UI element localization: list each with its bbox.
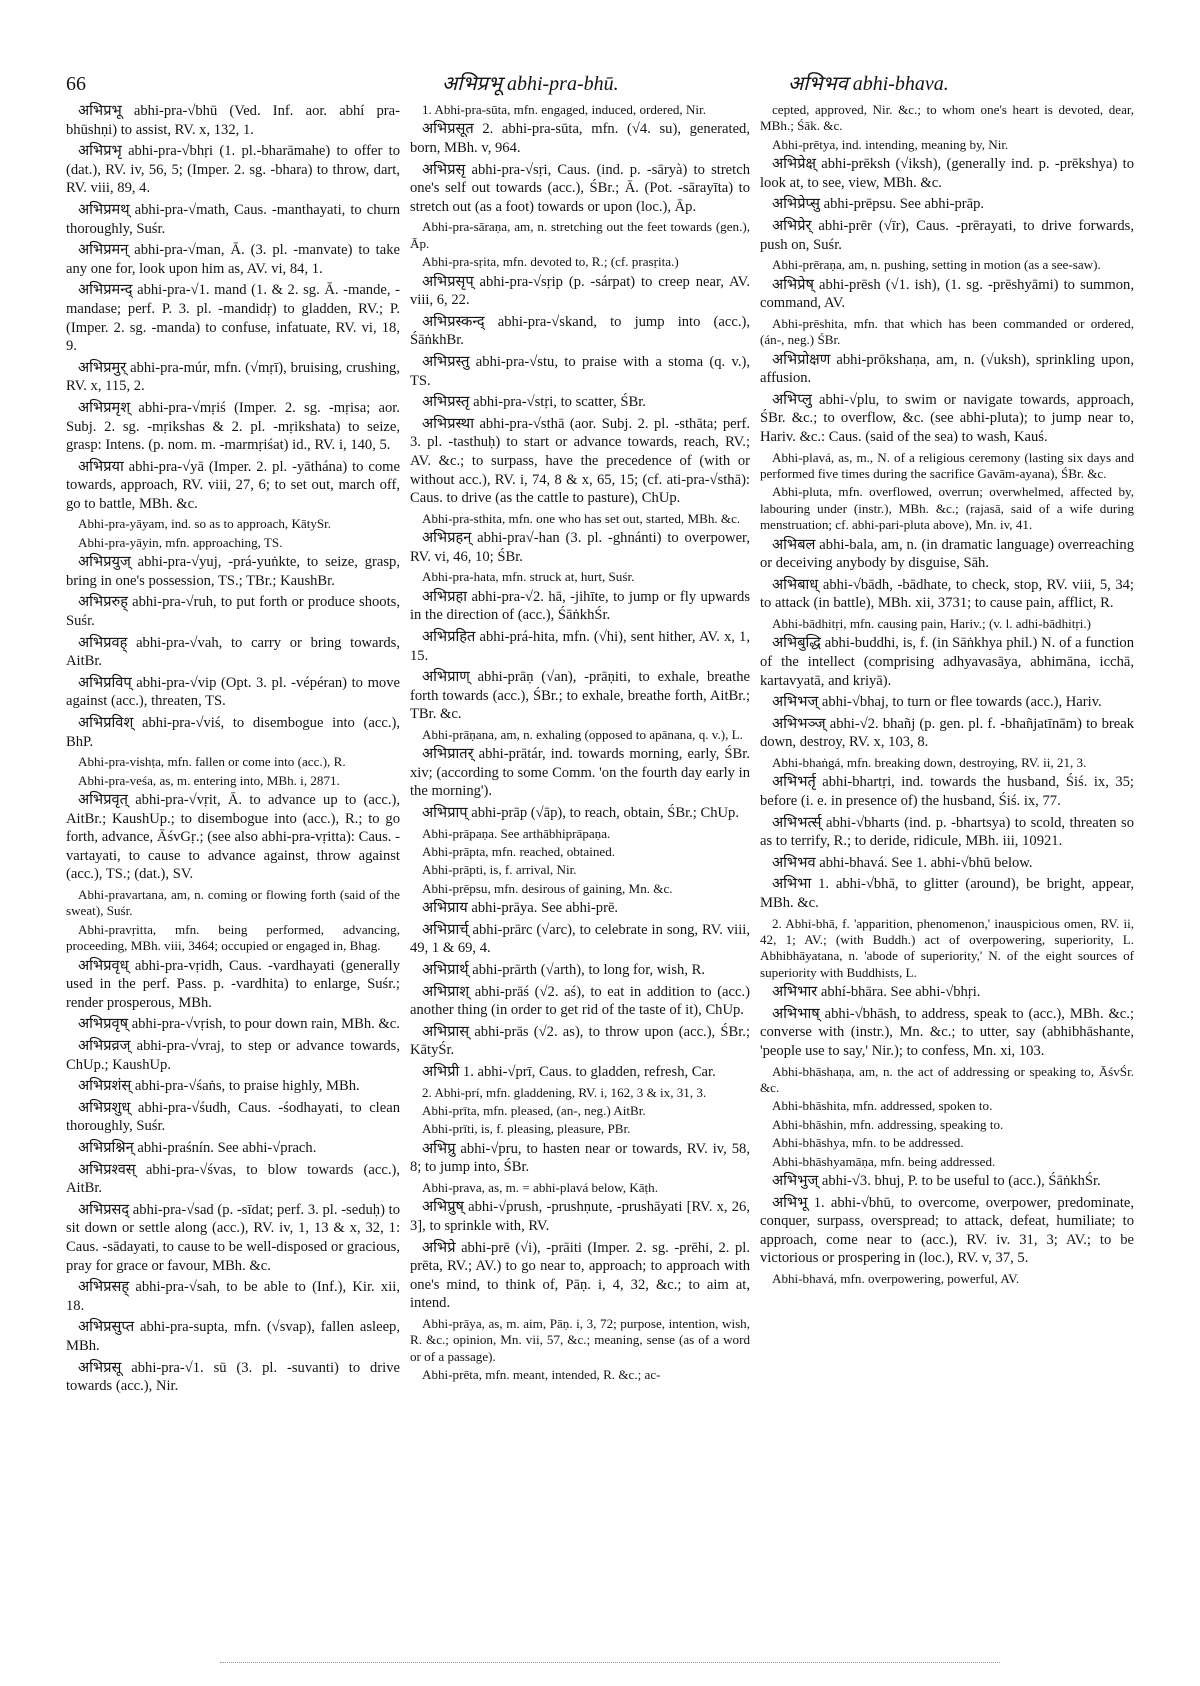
dictionary-entry: अभिप्रवृष् abhi-pra-√vṛish, to pour down rain, MBh. &c. — [78, 1016, 400, 1033]
dictionary-entry: अभिभर्त्स् abhi-√bharts (ind. p. -bhartsya) to scold, threaten so as to terrify, R.; to deride, ridicule, MBh. iii, 10921. — [760, 814, 1134, 850]
dictionary-entry: Abhi-bhavá, mfn. overpowering, powerful, AV. — [772, 1270, 1020, 1286]
dictionary-entry: Abhi-pra-yāyam, ind. so as to approach, KātySr. — [78, 516, 332, 532]
dictionary-entry: अभिप्रहित abhi-prá-hita, mfn. (√hi), sent hither, AV. x, 1, 15. — [410, 628, 750, 664]
dictionary-entry: Abhi-prāpta, mfn. reached, obtained. — [422, 844, 616, 860]
dictionary-entry: Abhi-pra-sāraṇa, am, n. stretching out the feet towards (gen.), Āp. — [410, 219, 750, 251]
dictionary-entry: अभिप्ररुह् abhi-pra-√ruh, to put forth or produce shoots, Suśr. — [66, 594, 400, 630]
dictionary-entry: अभिप्रेक्ष् abhi-prēksh (√iksh), (generally ind. p. -prēkshya) to look at, to see, view, MBh. &c. — [760, 156, 1134, 191]
dictionary-entry: अभिप्रोक्षण abhi-prōkshaṇa, am, n. (√uksh), sprinkling upon, affusion. — [760, 351, 1134, 387]
dictionary-entry: Abhi-pra-vishṭa, mfn. fallen or come into (acc.), R. — [78, 754, 346, 770]
dictionary-entry: अभिप्रमृश् abhi-pra-√mṛiś (Imper. 2. sg. -mṛisa; aor. Subj. 2. sg. -mṛikshas & 2. pl. -mṛikshata) to seize, grasp: Intens. (p. nom. m. -marmṛiśat) id., RV. i, 140, 5. — [66, 399, 400, 454]
dictionary-entry: अभिप्रेष् abhi-prēsh (√1. ish), (1. sg. -prēshyāmi) to summon, command, AV. — [760, 276, 1134, 312]
dictionary-entry: अभिप्रश्निन् abhi-praśnín. See abhi-√prach. — [78, 1139, 317, 1156]
dictionary-entry: अभिप्रहन् abhi-pra√-han (3. pl. -ghnánti) to overpower, RV. vi, 46, 10; ŚBr. — [410, 530, 750, 565]
dictionary-entry: Abhi-prava, as, m. = abhi-plavá below, Kāṭh. — [422, 1180, 658, 1196]
dictionary-entry: अभिप्रसूत 2. abhi-pra-sūta, mfn. (√4. su), generated, born, MBh. v, 964. — [410, 121, 750, 156]
dictionary-entry: अभिप्राप् abhi-prāp (√āp), to reach, obtain, ŚBr.; ChUp. — [422, 805, 740, 822]
dictionary-entry: अभिप्लु abhi-√plu, to swim or navigate towards, approach, ŚBr. &c.; to overflow, &c. (see abhi-pluta); to jump near to, Hariv. &c.: Caus. (said of the sea) to wash, Kauś. — [760, 391, 1134, 445]
dictionary-entry: अभिप्राण् abhi-prāṇ (√an), -prāṇiti, to exhale, breathe forth towards (acc.), ŚBr.; to exhale, breathe forth, AitBr.; TBr. &c. — [410, 669, 750, 723]
dictionary-entry: अभिप्रमन् abhi-pra-√man, Ā. (3. pl. -manvate) to take any one for, look upon him as, AV. vi, 84, 1. — [66, 242, 400, 277]
dictionary-entry: अभिप्रसृप् abhi-pra-√sṛip (p. -sárpat) to creep near, AV. viii, 6, 22. — [410, 273, 750, 309]
dictionary-entry: Abhi-prāpaṇa. See arthābhiprāpaṇa. — [422, 825, 611, 841]
dictionary-entry: Abhi-prēshita, mfn. that which has been commanded or ordered, (án-, neg.) ŚBr. — [760, 315, 1134, 348]
dictionary-entry: Abhi-prāya, as, m. aim, Pāṇ. i, 3, 72; purpose, intention, wish, R. &c.; opinion, Mn. vii, 57, &c.; meaning, sense (as of a word or of a passage). — [410, 1316, 750, 1364]
dictionary-entry: Abhi-pra-veśa, as, m. entering into, MBh. i, 2871. — [78, 772, 340, 788]
dictionary-entry: अभिभार abhí-bhāra. See abhi-√bhṛi. — [772, 984, 981, 1001]
dictionary-entry: अभिप्रवह् abhi-pra-√vah, to carry or bring towards, AitBr. — [66, 634, 400, 670]
dictionary-entry: अभिप्री 1. abhi-√prī, Caus. to gladden, refresh, Car. — [422, 1064, 716, 1081]
dictionary-entry: अभिप्रसद् abhi-pra-√sad (p. -sīdat; perf. 3. pl. -seduḥ) to sit down or settle along (acc.), RV. iv, 1, 13 & x, 32, 1: Caus. -sādayati, to cause to be well-disposed or gracious, pray for grace or favour, MBh. &c. — [66, 1201, 400, 1274]
page-number: 66 — [66, 73, 86, 95]
dictionary-entry: अभिबल abhi-bala, am, n. (in dramatic language) overreaching or deceiving anybody by disguise, Sāh. — [760, 536, 1134, 572]
dictionary-entry: अभिभज् abhi-√bhaj, to turn or flee towards (acc.), Hariv. — [772, 694, 1102, 711]
dictionary-entry: अभिप्रविप् abhi-pra-√vip (Opt. 3. pl. -vépéran) to move against (acc.), threaten, TS. — [66, 674, 400, 710]
dictionary-entry: Abhi-bhāshin, mfn. addressing, speaking to. — [772, 1116, 1004, 1132]
dictionary-entry: अभिप्रविश् abhi-pra-√viś, to disembogue into (acc.), BhP. — [66, 715, 400, 750]
dictionary-entry: 2. Abhi-prí, mfn. gladdening, RV. i, 162, 3 & ix, 31, 3. — [422, 1084, 707, 1100]
dictionary-entry: अभिप्रमुर् abhi-pra-múr, mfn. (√mṛī), bruising, crushing, RV. x, 115, 2. — [66, 359, 400, 395]
dictionary-entry: Abhi-pra-sṛita, mfn. devoted to, R.; (cf. prasṛita.) — [422, 254, 679, 270]
dictionary-entry: Abhi-bādhitṛi, mfn. causing pain, Hariv.; (v. l. adhi-bādhitṛi.) — [772, 615, 1092, 631]
dictionary-entry: अभिबाध् abhi-√bādh, -bādhate, to check, stop, RV. viii, 5, 34; to attack (in battle), MBh. xii, 3731; to cause pain, afflict, R. — [760, 576, 1134, 612]
dictionary-entry: अभिप्राश् abhi-prāś (√2. aś), to eat in addition to (acc.) another thing (in order to get rid of the taste of it), ChUp. — [410, 983, 750, 1019]
dictionary-entry: अभिप्रभृ abhi-pra-√bhṛi (1. pl.-bharāmahe) to offer to (dat.), RV. iv, 56, 5; (Imper. 2. sg. -bhara) to throw, dart, RV. viii, 89, 4. — [66, 143, 400, 197]
dictionary-entry: 1. Abhi-pra-sūta, mfn. engaged, induced, ordered, Nir. — [422, 102, 706, 117]
dictionary-entry: अभिप्रश्वस् abhi-pra-√śvas, to blow towards (acc.), AitBr. — [66, 1161, 400, 1197]
dictionary-entry: 2. Abhi-bhā, f. 'apparition, phenomenon,' inauspicious omen, RV. ii, 42, 1; AV.; (with Buddh.) act of overpowering, superiority, L. Abhibhāyatana, n. 'abode of superiority,' N. of the eight sources of superiority with Buddhists, L. — [760, 915, 1134, 980]
dictionary-entry: Abhi-prāṇana, am, n. exhaling (opposed to apānana, q. v.), L. — [422, 726, 743, 742]
dictionary-entry: अभिभुज् abhi-√3. bhuj, P. to be useful to (acc.), ŚāṅkhŚr. — [772, 1172, 1101, 1189]
dictionary-entry: अभिप्रु abhi-√pru, to hasten near or towards, RV. iv, 58, 8; to jump into, ŚBr. — [410, 1140, 750, 1176]
dictionary-entry: अभिप्रस्तु abhi-pra-√stu, to praise with a stoma (q. v.), TS. — [410, 353, 750, 389]
dictionary-entry: Abhi-prīta, mfn. pleased, (an-, neg.) AitBr. — [422, 1103, 646, 1119]
dictionary-entry: अभिप्रस्कन्द् abhi-pra-√skand, to jump into (acc.), ŚāṅkhBr. — [410, 313, 750, 349]
dictionary-entry: Abhi-prēraṇa, am, n. pushing, setting in motion (as a see-saw). — [772, 257, 1101, 273]
dictionary-entry: अभिप्रातर् abhi-prātár, ind. towards morning, early, ŚBr. xiv; (according to some Comm. 'on the fourth day early in the morning'). — [410, 746, 750, 800]
dictionary-entry: Abhi-bhāshyamāṇa, mfn. being addressed. — [772, 1153, 996, 1169]
dictionary-entry: अभिप्रस्तृ abhi-pra-√stṛi, to scatter, ŚBr. — [422, 394, 646, 411]
dictionary-entry: अभिभा 1. abhi-√bhā, to glitter (around), be bright, appear, MBh. &c. — [760, 876, 1134, 911]
dictionary-entry: अभिप्रमन्द् abhi-pra-√1. mand (1. & 2. sg. Ā. -mande, -mandase; perf. P. 3. pl. -mandidṛ) to gladden, RV.; P. (Imper. 2. sg. -manda) to confuse, infatuate, RV. vi, 18, 9. — [66, 282, 400, 355]
dictionary-entry: अभिप्रार्च् abhi-prārc (√arc), to celebrate in song, RV. viii, 49, 1 & 69, 4. — [410, 921, 750, 957]
dictionary-entry: अभिभू 1. abhi-√bhū, to overcome, overpower, predominate, conquer, surpass, overspread; to attack, defeat, humiliate; to approach, come near to (acc.), RV. iv. 31, 3; AV.; to be victorious or prospering in (loc.), RV. v, 37, 5. — [760, 1194, 1134, 1267]
column-right — [760, 102, 1134, 1662]
dictionary-entry: Abhi-bhāshita, mfn. addressed, spoken to. — [772, 1098, 993, 1114]
dictionary-entry: अभिभाष् abhi-√bhāsh, to address, speak to (acc.), MBh. &c.; converse with (instr.), Mn. &c.; to utter, say (abhibhāshante, 'people use to say,' Nir.); to confess, Mn. xi, 103. — [760, 1005, 1134, 1059]
dictionary-entry: अभिप्रेर् abhi-prēr (√īr), Caus. -prērayati, to drive forwards, push on, Suśr. — [760, 218, 1134, 253]
column-middle — [410, 102, 750, 1662]
dictionary-entry: अभिप्रया abhi-pra-√yā (Imper. 2. pl. -yāthána) to come towards, approach, RV. viii, 27, 6; to set out, march off, go to battle, MBh. &c. — [66, 458, 400, 512]
dictionary-entry: cepted, approved, Nir. &c.; to whom one's heart is devoted, dear, MBh.; Śāk. &c. — [760, 102, 1134, 134]
dictionary-entry: Abhi-pravartana, am, n. coming or flowing forth (said of the sweat), Suśr. — [66, 887, 400, 919]
dictionary-entry: अभिभञ्ज् abhi-√2. bhañj (p. gen. pl. f. -bhañjatīnām) to break down, destroy, RV. x, 103, 8. — [760, 715, 1134, 751]
dictionary-entry: Abhi-pra-yāyin, mfn. approaching, TS. — [78, 534, 283, 550]
dictionary-entry: Abhi-bhaṅgá, mfn. breaking down, destroying, RV. ii, 21, 3. — [772, 754, 1087, 770]
dictionary-entry: अभिप्रयुज् abhi-pra-√yuj, -prá-yuṅkte, to seize, grasp, bring in one's possession, TS.; TBr.; KaushBr. — [66, 554, 400, 589]
dictionary-entry: Abhi-prāpti, is, f. arrival, Nir. — [422, 862, 577, 878]
dictionary-entry: अभिभव abhi-bhavá. See 1. abhi-√bhū below. — [772, 854, 1033, 871]
dictionary-entry: Abhi-plavá, as, m., N. of a religious ceremony (lasting six days and performed five times during the sacrifice Gavām-ayana), ŚBr. &c. — [760, 449, 1134, 481]
dictionary-entry: Abhi-bhāshya, mfn. to be addressed. — [772, 1135, 964, 1151]
dictionary-entry: अभिप्रेप्सु abhi-prēpsu. See abhi-prāp. — [772, 196, 985, 213]
dictionary-entry: Abhi-bhāshaṇa, am, n. the act of addressing or speaking to, ĀśvŚr. &c. — [760, 1063, 1134, 1095]
dictionary-entry: अभिप्रुष् abhi-√prush, -prushṇute, -prushāyati [RV. x, 26, 3], to sprinkle with, RV. — [410, 1199, 750, 1235]
dictionary-entry: Abhi-pravṛitta, mfn. being performed, advancing, proceeding, MBh. viii, 3464; occupied or engaged in, Bhag. — [66, 921, 400, 954]
dictionary-entry: अभिप्रसह् abhi-pra-√sah, to be able to (Inf.), Kir. xii, 18. — [66, 1279, 400, 1314]
dictionary-entry: अभिप्रे abhi-prē (√i), -prāiti (Imper. 2. sg. -prēhi, 2. pl. prēta, RV.; AV.) to go near to, approach; to approach with one's mind, to think of, Pāṇ. i, 4, 32, &c.; to aim at, intend. — [410, 1239, 750, 1312]
dictionary-entry: अभिप्रव्रज् abhi-pra-√vraj, to step or advance towards, ChUp.; KaushUp. — [66, 1038, 400, 1073]
dictionary-entry: Abhi-pra-hata, mfn. struck at, hurt, Suśr. — [422, 569, 635, 585]
dictionary-entry: अभिप्रशुध् abhi-pra-√śudh, Caus. -śodhayati, to clean thoroughly, Suśr. — [66, 1099, 400, 1135]
column-left — [66, 102, 400, 1662]
dictionary-entry: अभिप्रमथ् abhi-pra-√math, Caus. -manthayati, to churn thoroughly, Suśr. — [66, 201, 400, 237]
dictionary-entry: अभिबुद्धि abhi-buddhi, is, f. (in Sāṅkhya phil.) N. of a function of the intellect (comprising adhyavasāya, abhimāna, icchā, kartavyatā, and kriyā). — [760, 635, 1134, 689]
dictionary-entry: Abhi-prīti, is, f. pleasing, pleasure, PBr. — [422, 1121, 631, 1137]
dictionary-entry: अभिप्रशंस् abhi-pra-√śaṅs, to praise highly, MBh. — [78, 1078, 360, 1095]
dictionary-entry: Abhi-prēpsu, mfn. desirous of gaining, Mn. &c. — [422, 880, 673, 896]
dictionary-entry: अभिप्रसू abhi-pra-√1. sū (3. pl. -suvanti) to drive towards (acc.), Nir. — [66, 1359, 400, 1395]
dictionary-entry: Abhi-prēta, mfn. meant, intended, R. &c.; ac- — [422, 1367, 661, 1383]
dictionary-entry: अभिप्रसुप्त abhi-pra-supta, mfn. (√svap), fallen asleep, MBh. — [66, 1319, 400, 1354]
dictionary-entry: अभिभर्तृ abhi-bhartṛi, ind. towards the husband, Śiś. ix, 35; before (i. e. in presence of) the husband, Śiś. ix, 77. — [760, 774, 1134, 809]
running-head — [66, 72, 1134, 96]
dictionary-entry: अभिप्राय abhi-prāya. See abhi-prē. — [422, 900, 619, 917]
left-running-headword: अभिप्रभू abhi-pra-bhū. — [442, 73, 619, 95]
dictionary-entry: Abhi-pra-sthita, mfn. one who has set out, started, MBh. &c. — [422, 510, 741, 526]
dictionary-entry: अभिप्रहा abhi-pra-√2. hā, -jihīte, to jump or fly upwards in the direction of (acc.), ŚāṅkhŚr. — [410, 588, 750, 624]
dictionary-entry: अभिप्रवृत् abhi-pra-√vṛit, Ā. to advance up to (acc.), AitBr.; KaushUp.; to disembogue into (acc.), R.; to go forth, advance, ĀśvGṛ.; (see also abhi-pra-vṛitta): Caus. -vartayati, to cause to advance against, throw against (acc.), TS.; (dat.), SV. — [66, 792, 400, 883]
dictionary-entry: अभिप्रसृ abhi-pra-√sṛi, Caus. (ind. p. -sāryà) to stretch one's self out towards (acc.), ŚBr.; Ā. (Pot. -sārayīta) to stretch out (as a foot) towards or upon (loc.), Āp. — [410, 161, 750, 215]
dictionary-entry: Abhi-prētya, ind. intending, meaning by, Nir. — [772, 136, 1009, 152]
bottom-dotted-rule — [220, 1662, 1000, 1663]
dictionary-entry: अभिप्रस्था abhi-pra-√sthā (aor. Subj. 2. pl. -sthāta; perf. 3. pl. -tasthuḥ) to start or advance towards, reach, RV.; AV. &c.; to surpass, have the precedence of (with or without acc.), RV. i, 74, 8 & x, 65, 15; (cf. ati-pra-√sthā): Caus. to drive (as the cattle to pasture), ChUp. — [410, 415, 750, 507]
dictionary-entry: अभिप्रभू abhi-pra-√bhū (Ved. Inf. aor. abhí pra-bhūshṇi) to assist, RV. x, 132, 1. — [66, 103, 400, 138]
dictionary-entry: अभिप्रार्थ् abhi-prārth (√arth), to long for, wish, R. — [422, 962, 706, 979]
dictionary-entry: अभिप्रवृध् abhi-pra-vṛidh, Caus. -vardhayati (generally used in the perf. Pass. p. -vardhita) to enlarge, Suśr.; render prosperous, MBh. — [66, 957, 400, 1011]
right-running-headword: अभिभव abhi-bhava. — [788, 73, 949, 95]
dictionary-entry: Abhi-pluta, mfn. overflowed, overrun; overwhelmed, affected by, labouring under (instr.), MBh. &c.; (rajasā, said of a wife during menstruation; cf. abhi-pari-pluta above), Mn. iv, 41. — [760, 484, 1134, 533]
dictionary-entry: अभिप्रास् abhi-prās (√2. as), to throw upon (acc.), ŚBr.; KātyŚr. — [410, 1023, 750, 1059]
